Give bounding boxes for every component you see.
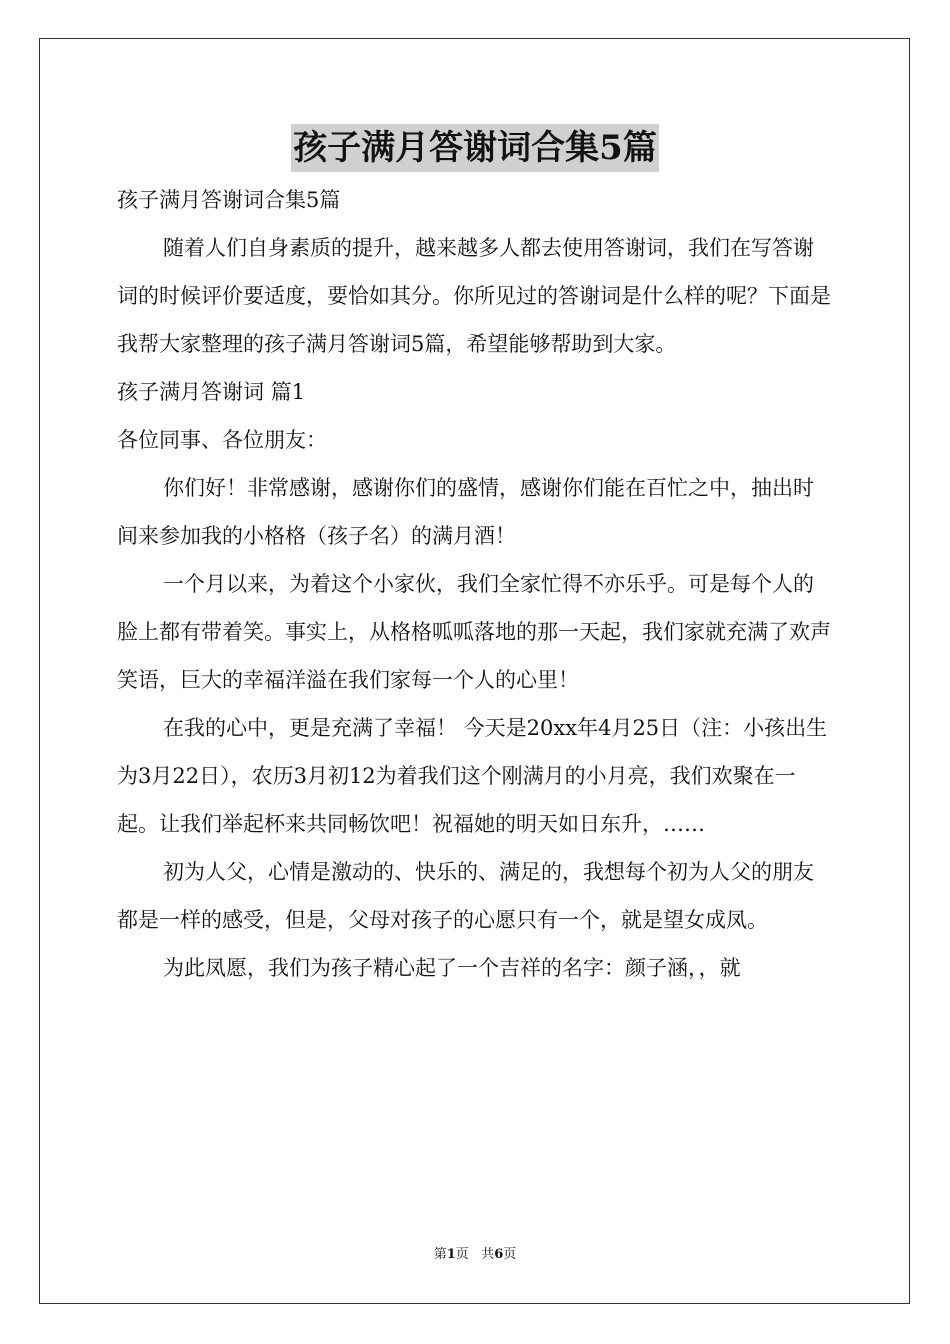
page-total: 6 bbox=[494, 1247, 504, 1262]
page-current: 1 bbox=[446, 1247, 456, 1262]
body-paragraph: 初为人父，心情是激动的、快乐的、满足的，我想每个初为人父的朋友都是一样的感受，但是，父母对孩子的心愿只有一个，就是望女成凤。 bbox=[117, 860, 814, 932]
page-suffix: 页 bbox=[455, 1247, 469, 1262]
intro-paragraph: 随着人们自身素质的提升，越来越多人都去使用答谢词，我们在写答谢词的时候评价要适度，要恰如其分。你所见过的答谢词是什么样的呢？下面是我帮大家整理的孩子满月答谢词5篇，希望能够帮助到大家。 bbox=[117, 236, 831, 356]
body-paragraph: 你们好！非常感谢，感谢你们的盛情，感谢你们能在百忙之中，抽出时间来参加我的小格格（孩子名）的满月酒！ bbox=[117, 476, 814, 548]
section-heading: 孩子满月答谢词 篇1 bbox=[117, 380, 306, 404]
document-title: 孩子满月答谢词合集5篇 bbox=[291, 124, 659, 172]
salutation-paragraph: 各位同事、各位朋友： bbox=[117, 428, 327, 452]
total-prefix: 共 bbox=[481, 1247, 495, 1262]
page-prefix: 第 bbox=[433, 1247, 447, 1262]
title-container bbox=[0, 124, 950, 172]
body-paragraph: 为此凤愿，我们为孩子精心起了一个吉祥的名字：颜子涵，，就 bbox=[163, 956, 741, 980]
body-paragraph: 在我的心中，更是充满了幸福！ 今天是20xx年4月25日（注：小孩出生为3月22日），农历3月初12为着我们这个刚满月的小月亮，我们欢聚在一起。让我们举起杯来共同畅饮吧！祝福她的明天如日东升，…… bbox=[117, 716, 828, 836]
total-suffix: 页 bbox=[503, 1247, 517, 1262]
body-paragraph: 一个月以来，为着这个小家伙，我们全家忙得不亦乐乎。可是每个人的脸上都有带着笑。事实上，从格格呱呱落地的那一天起，我们家就充满了欢声笑语，巨大的幸福洋溢在我们家每一个人的心里！ bbox=[117, 572, 831, 692]
page-footer bbox=[0, 1245, 950, 1265]
subtitle-paragraph: 孩子满月答谢词合集5篇 bbox=[117, 188, 341, 212]
document-body bbox=[117, 176, 833, 992]
